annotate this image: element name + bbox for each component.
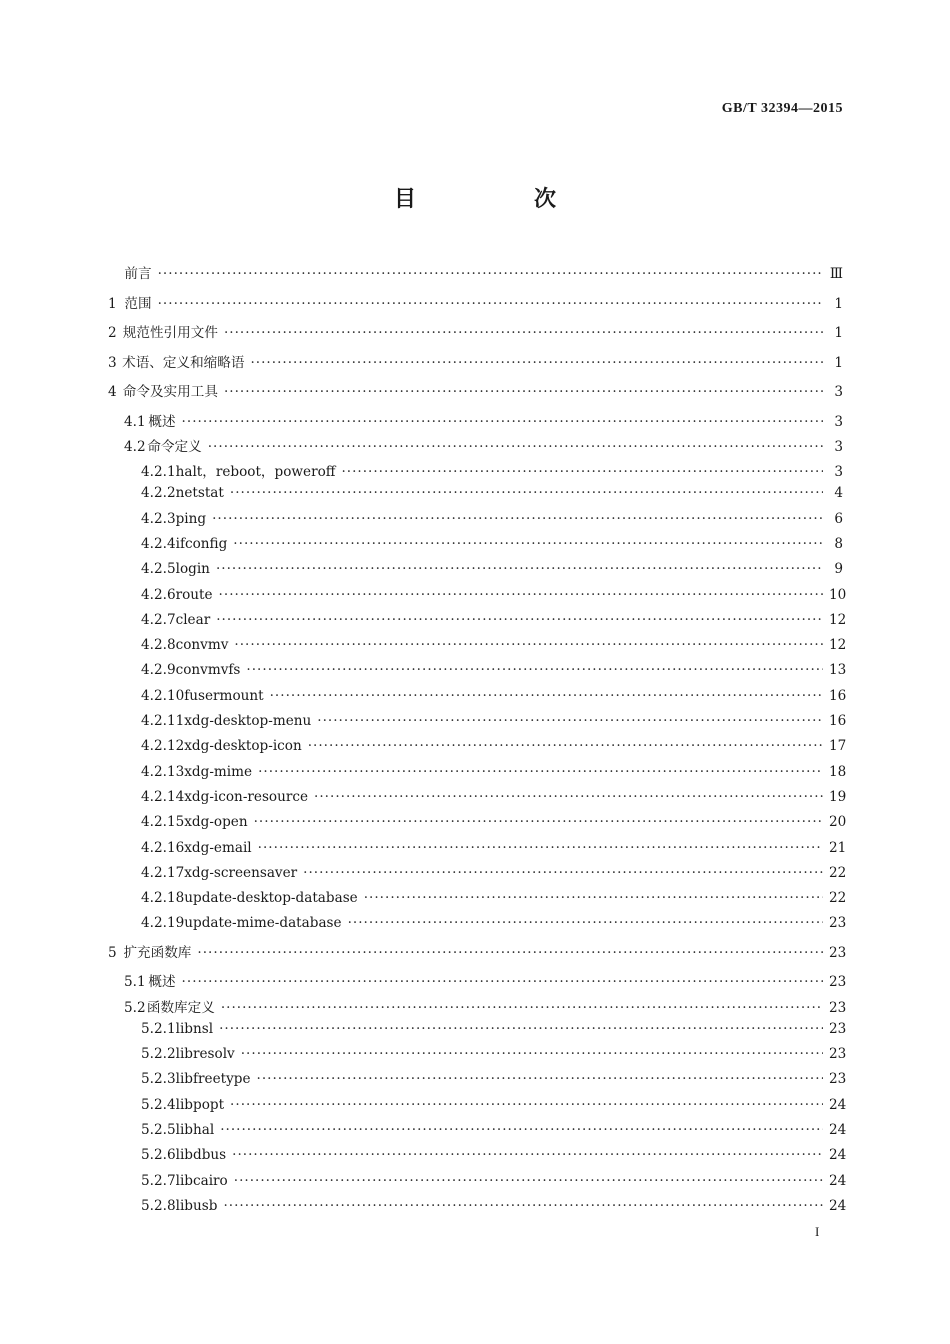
toc-entry-label: ping bbox=[175, 510, 207, 527]
toc-leader-dots bbox=[219, 587, 823, 603]
toc-entry-number: 5.2.5 bbox=[141, 1122, 176, 1139]
toc-entry-label: 扩充函数库 bbox=[123, 944, 192, 961]
toc-entry-number: 5.2.7 bbox=[141, 1172, 176, 1189]
toc-entry-page: 16 bbox=[829, 687, 847, 704]
toc-entry-label: libfreetype bbox=[175, 1071, 251, 1088]
toc-entry-page: 24 bbox=[829, 1147, 847, 1164]
toc-entry[interactable] bbox=[108, 713, 847, 738]
toc-entry-page: 6 bbox=[834, 510, 843, 527]
toc-entry-label: fusermount bbox=[184, 687, 264, 704]
toc-entry[interactable] bbox=[108, 611, 847, 637]
toc-entry-page: 21 bbox=[829, 839, 847, 856]
toc-entry[interactable] bbox=[108, 970, 847, 995]
toc-entry-page: 22 bbox=[829, 890, 847, 907]
toc-entry-page: 24 bbox=[829, 1197, 847, 1214]
toc-entry-page: 13 bbox=[829, 662, 847, 679]
toc-leader-dots bbox=[241, 1046, 823, 1062]
toc-entry-label: xdg-open bbox=[184, 814, 248, 831]
toc-entry[interactable] bbox=[108, 380, 843, 410]
toc-entry-number: 4.2.2 bbox=[141, 485, 176, 502]
toc-entry-page: 12 bbox=[829, 611, 847, 628]
toc-entry-label: xdg-icon-resource bbox=[184, 788, 309, 805]
toc-leader-dots bbox=[220, 1122, 823, 1138]
toc-entry[interactable] bbox=[108, 410, 843, 435]
toc-entry[interactable] bbox=[108, 864, 847, 890]
toc-entry[interactable] bbox=[108, 814, 847, 839]
toc-entry[interactable] bbox=[108, 996, 847, 1021]
toc-entry-label: libdbus bbox=[175, 1147, 227, 1164]
toc-entry[interactable] bbox=[108, 460, 843, 485]
toc-entry[interactable] bbox=[108, 1071, 847, 1096]
toc-leader-dots bbox=[308, 738, 823, 754]
toc-leader-dots bbox=[303, 865, 823, 881]
toc-entry-number: 4.2.14 bbox=[141, 788, 185, 805]
toc-entry-number: 4.2.8 bbox=[141, 637, 176, 654]
toc-entry-page: Ⅲ bbox=[829, 266, 843, 282]
toc-leader-dots bbox=[221, 1000, 823, 1016]
toc-entry-page: 1 bbox=[834, 325, 843, 341]
toc-entry-label: update-desktop-database bbox=[184, 890, 358, 907]
toc-entry-number: 4.2.11 bbox=[141, 713, 185, 730]
toc-entry-label: 概述 bbox=[148, 413, 176, 430]
toc-leader-dots bbox=[341, 464, 823, 480]
toc-entry-page: 10 bbox=[829, 586, 847, 603]
toc-leader-dots bbox=[233, 536, 823, 552]
toc-entry-page: 1 bbox=[834, 295, 843, 312]
toc-entry[interactable] bbox=[108, 1197, 847, 1223]
toc-entry-label: xdg-desktop-icon bbox=[184, 738, 302, 755]
toc-entry-number: 4.2.18 bbox=[141, 890, 185, 907]
toc-entry-label: clear bbox=[175, 611, 211, 628]
toc-leader-dots bbox=[230, 485, 823, 501]
toc-entry-page: 20 bbox=[829, 814, 847, 831]
toc-entry-number: 5.1 bbox=[124, 974, 146, 991]
toc-entry-page: 1 bbox=[834, 354, 843, 371]
toc-entry-page: 3 bbox=[834, 384, 843, 400]
toc-entry[interactable] bbox=[108, 586, 847, 612]
toc-entry-label: xdg-desktop-menu bbox=[184, 713, 312, 730]
toc-entry-label: 范围 bbox=[124, 295, 152, 312]
toc-entry-label: convmv bbox=[175, 637, 229, 654]
page-number: I bbox=[815, 1224, 820, 1239]
toc-entry-number: 4.2.7 bbox=[141, 611, 176, 628]
toc-entry-label: 命令及实用工具 bbox=[122, 384, 218, 400]
toc-entry-label: 前言 bbox=[124, 266, 152, 282]
toc-entry[interactable] bbox=[108, 561, 843, 586]
toc-entry-label: login bbox=[175, 561, 210, 578]
toc-leader-dots bbox=[216, 561, 823, 577]
toc-entry-page: 3 bbox=[834, 413, 843, 430]
toc-leader-dots bbox=[197, 945, 823, 961]
toc-entry-page: 18 bbox=[829, 763, 847, 780]
toc-entry-number: 5.2.3 bbox=[141, 1071, 176, 1088]
toc-entry-label: libpopt bbox=[175, 1096, 225, 1113]
toc-leader-dots bbox=[158, 266, 823, 282]
toc-entry[interactable] bbox=[108, 662, 847, 687]
toc-entry-label: 概述 bbox=[148, 974, 176, 991]
toc-entry-page: 24 bbox=[829, 1096, 847, 1113]
toc-entry-page: 12 bbox=[829, 637, 847, 654]
toc-leader-dots bbox=[364, 890, 823, 906]
toc-entry-number: 5.2.8 bbox=[141, 1197, 176, 1214]
toc-entry-label: libhal bbox=[175, 1122, 215, 1139]
toc-entry[interactable] bbox=[108, 890, 847, 915]
toc-entry-page: 4 bbox=[834, 485, 843, 502]
toc-leader-dots bbox=[254, 814, 823, 830]
table-of-contents bbox=[108, 262, 847, 1223]
toc-entry-page: 3 bbox=[834, 464, 843, 481]
toc-entry[interactable] bbox=[108, 1147, 847, 1172]
toc-entry-page: 9 bbox=[834, 561, 843, 578]
toc-entry[interactable] bbox=[108, 1046, 847, 1071]
toc-entry-number: 5 bbox=[108, 944, 117, 961]
toc-leader-dots bbox=[270, 688, 823, 704]
toc-entry-label: libresolv bbox=[175, 1046, 235, 1063]
toc-entry[interactable] bbox=[108, 292, 843, 322]
toc-entry[interactable] bbox=[108, 763, 847, 789]
toc-entry-page: 23 bbox=[829, 999, 847, 1016]
toc-leader-dots bbox=[223, 1198, 823, 1214]
toc-leader-dots bbox=[246, 662, 823, 678]
toc-entry-number: 1 bbox=[108, 295, 117, 312]
toc-entry-number: 5.2.6 bbox=[141, 1147, 176, 1164]
toc-entry-label: route bbox=[175, 586, 213, 603]
toc-entry-number: 4.1 bbox=[124, 413, 146, 430]
toc-entry[interactable] bbox=[108, 536, 843, 561]
toc-entry-number: 4.2.9 bbox=[141, 662, 176, 679]
toc-leader-dots bbox=[158, 296, 823, 312]
toc-entry-number: 4.2.13 bbox=[141, 763, 185, 780]
toc-leader-dots bbox=[234, 637, 823, 653]
toc-entry-page: 23 bbox=[829, 1071, 847, 1088]
toc-entry-number: 4.2.16 bbox=[141, 839, 185, 856]
toc-entry[interactable] bbox=[108, 1020, 847, 1046]
toc-entry-label: libnsl bbox=[175, 1020, 214, 1037]
toc-entry-label: netstat bbox=[175, 485, 224, 502]
toc-leader-dots bbox=[348, 915, 823, 931]
toc-leader-dots bbox=[314, 789, 823, 805]
toc-leader-dots bbox=[182, 974, 823, 990]
toc-leader-dots bbox=[216, 612, 823, 628]
toc-entry[interactable] bbox=[108, 687, 847, 713]
toc-entry-number: 4.2.6 bbox=[141, 586, 176, 603]
toc-entry-label: xdg-mime bbox=[184, 763, 253, 780]
toc-entry-page: 23 bbox=[829, 944, 847, 961]
toc-entry-page: 24 bbox=[829, 1122, 847, 1139]
toc-entry-label: 命令定义 bbox=[147, 438, 202, 455]
toc-entry-page: 22 bbox=[829, 864, 847, 881]
toc-entry[interactable] bbox=[108, 1172, 847, 1198]
toc-entry-label: xdg-email bbox=[184, 839, 252, 856]
toc-entry-label: halt，reboot，poweroff bbox=[175, 464, 336, 481]
toc-entry-page: 23 bbox=[829, 974, 847, 991]
toc-entry-number: 3 bbox=[108, 354, 117, 371]
toc-leader-dots bbox=[258, 764, 823, 780]
toc-entry[interactable] bbox=[108, 915, 847, 940]
toc-entry[interactable] bbox=[108, 839, 847, 865]
toc-leader-dots bbox=[224, 325, 823, 341]
toc-entry[interactable] bbox=[108, 262, 843, 292]
toc-leader-dots bbox=[234, 1173, 823, 1189]
standard-code: GB/T 32394—2015 bbox=[721, 101, 843, 116]
toc-entry-page: 23 bbox=[829, 1046, 847, 1063]
toc-entry[interactable] bbox=[108, 485, 843, 510]
toc-entry-page: 19 bbox=[829, 788, 847, 805]
toc-entry-label: libusb bbox=[175, 1197, 218, 1214]
toc-entry-label: 规范性引用文件 bbox=[122, 325, 218, 341]
toc-entry-number: 4.2.5 bbox=[141, 561, 176, 578]
toc-entry-number: 4 bbox=[108, 384, 117, 400]
toc-leader-dots bbox=[230, 1097, 823, 1113]
toc-leader-dots bbox=[257, 1071, 824, 1087]
toc-entry[interactable] bbox=[108, 321, 843, 351]
toc-entry[interactable] bbox=[108, 435, 843, 460]
toc-entry-label: update-mime-database bbox=[184, 915, 342, 932]
toc-leader-dots bbox=[224, 384, 823, 400]
toc-entry[interactable] bbox=[108, 351, 843, 381]
toc-entry-page: 23 bbox=[829, 1020, 847, 1037]
toc-entry-label: convmvfs bbox=[175, 662, 241, 679]
toc-entry-number: 4.2.4 bbox=[141, 535, 176, 552]
toc-entry-page: 24 bbox=[829, 1172, 847, 1189]
toc-entry-number: 4.2.12 bbox=[141, 738, 185, 755]
toc-leader-dots bbox=[250, 355, 823, 371]
toc-entry-number: 4.2.15 bbox=[141, 814, 185, 831]
toc-entry-number: 4.2 bbox=[124, 438, 146, 455]
toc-entry[interactable] bbox=[108, 637, 847, 662]
toc-entry-page: 3 bbox=[834, 438, 843, 455]
toc-entry[interactable] bbox=[108, 1096, 847, 1122]
toc-entry[interactable] bbox=[108, 941, 847, 971]
toc-entry[interactable] bbox=[108, 511, 843, 536]
toc-entry-label: libcairo bbox=[175, 1172, 228, 1189]
toc-leader-dots bbox=[219, 1021, 823, 1037]
toc-entry-label: ifconfig bbox=[175, 535, 228, 552]
toc-entry[interactable] bbox=[108, 1122, 847, 1147]
toc-entry-number: 5.2.2 bbox=[141, 1046, 176, 1063]
toc-leader-dots bbox=[208, 439, 823, 455]
toc-entry-page: 8 bbox=[834, 535, 843, 552]
toc-entry-number: 4.2.17 bbox=[141, 864, 185, 881]
toc-leader-dots bbox=[182, 414, 823, 430]
toc-entry-number: 4.2.3 bbox=[141, 510, 176, 527]
toc-entry-label: 术语、定义和缩略语 bbox=[122, 354, 245, 371]
toc-leader-dots bbox=[258, 840, 823, 856]
toc-entry[interactable] bbox=[108, 738, 847, 763]
toc-entry-number: 2 bbox=[108, 325, 117, 341]
toc-entry-number: 5.2.4 bbox=[141, 1096, 176, 1113]
toc-entry-number: 4.2.10 bbox=[141, 687, 185, 704]
toc-leader-dots bbox=[212, 511, 823, 527]
toc-entry-page: 17 bbox=[829, 738, 847, 755]
toc-entry-number: 5.2 bbox=[124, 999, 146, 1016]
toc-leader-dots bbox=[317, 713, 823, 729]
toc-entry-number: 4.2.19 bbox=[141, 915, 185, 932]
toc-entry[interactable] bbox=[108, 788, 847, 814]
page-title: 目 次 bbox=[393, 187, 604, 212]
toc-entry-page: 23 bbox=[829, 915, 847, 932]
toc-entry-page: 16 bbox=[829, 713, 847, 730]
toc-entry-label: 函数库定义 bbox=[146, 999, 215, 1016]
toc-leader-dots bbox=[232, 1147, 823, 1163]
toc-entry-number: 4.2.1 bbox=[141, 464, 176, 481]
toc-entry-label: xdg-screensaver bbox=[184, 864, 298, 881]
toc-entry-number: 5.2.1 bbox=[141, 1020, 176, 1037]
